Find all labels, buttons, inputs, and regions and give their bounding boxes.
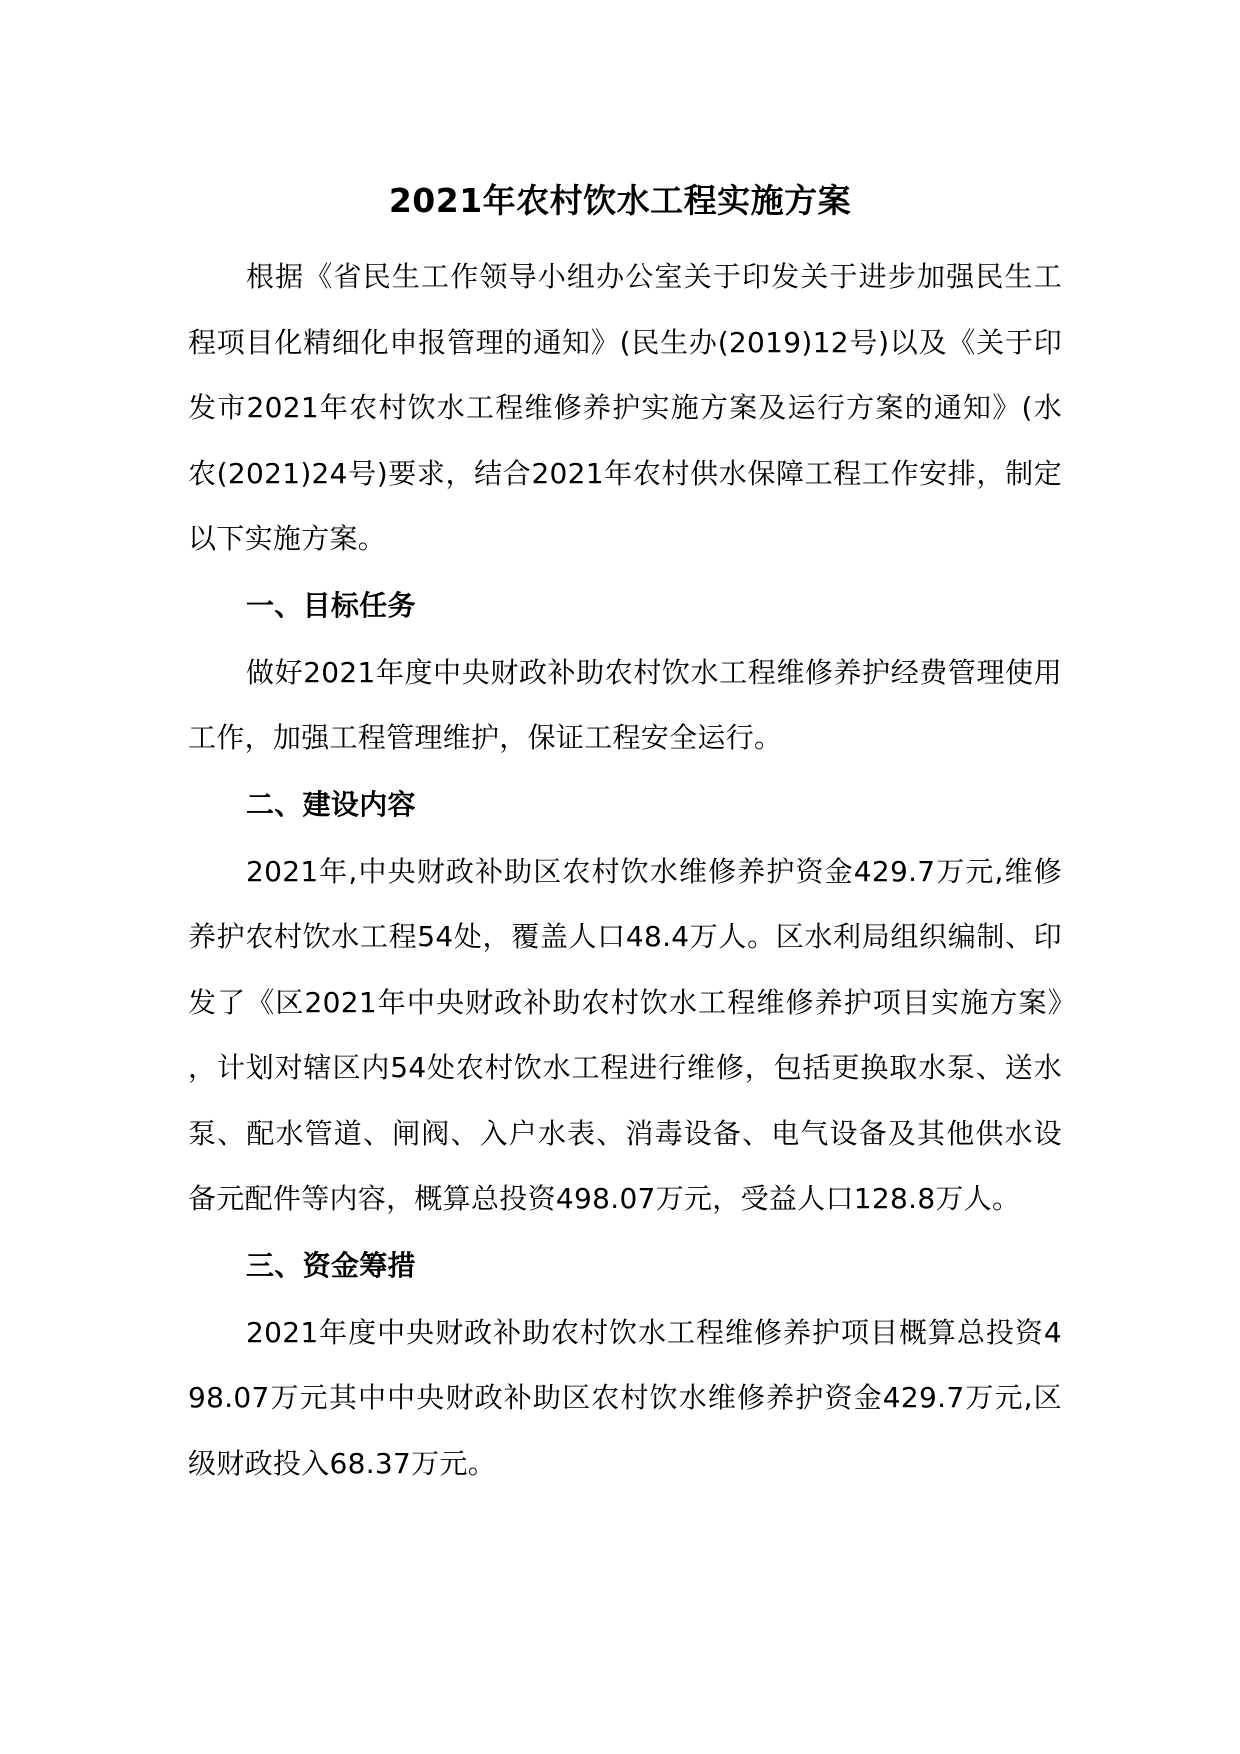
section-paragraph-funding: 2021年度中央财政补助农村饮水工程维修养护项目概算总投资498.07万元其中中央财政补助区农村饮水维修养护资金429.7万元,区级财政投入68.37万元。 [188,1315,1062,1480]
section-paragraph-construction: 2021年,中央财政补助区农村饮水维修养护资金429.7万元,维修养护农村饮水工程54处，覆盖人口48.4万人。区水利局组织编制、印发了《区2021年中央财政补助农村饮水工程维修养护项目实施方案》，计划对辖区内54处农村饮水工程进行维修，包括更换取水泵、送水泵、配水管道、闸阀、入户水表、消毒设备、电气设备及其他供水设备元配件等内容，概算总投资498.07万元，受益人口128.8万人。 [188,854,1062,1215]
section-paragraph-goals: 做好2021年度中央财政补助农村饮水工程维修养护经费管理使用工作，加强工程管理维护，保证工程安全运行。 [188,655,1062,754]
document-body [188,244,1062,1496]
intro-paragraph: 根据《省民生工作领导小组办公室关于印发关于进步加强民生工程项目化精细化申报管理的通知》(民生办(2019)12号)以及《关于印发市2021年农村饮水工程维修养护实施方案及运行方案的通知》(水农(2021)24号)要求，结合2021年农村供水保障工程工作安排，制定以下实施方案。 [188,260,1062,555]
section-heading-goals: 一、目标任务 [246,588,416,622]
document-title: 2021年农村饮水工程实施方案 [388,181,852,220]
section-heading-construction: 二、建设内容 [246,787,416,821]
section-heading-funding: 三、资金筹措 [246,1248,416,1282]
